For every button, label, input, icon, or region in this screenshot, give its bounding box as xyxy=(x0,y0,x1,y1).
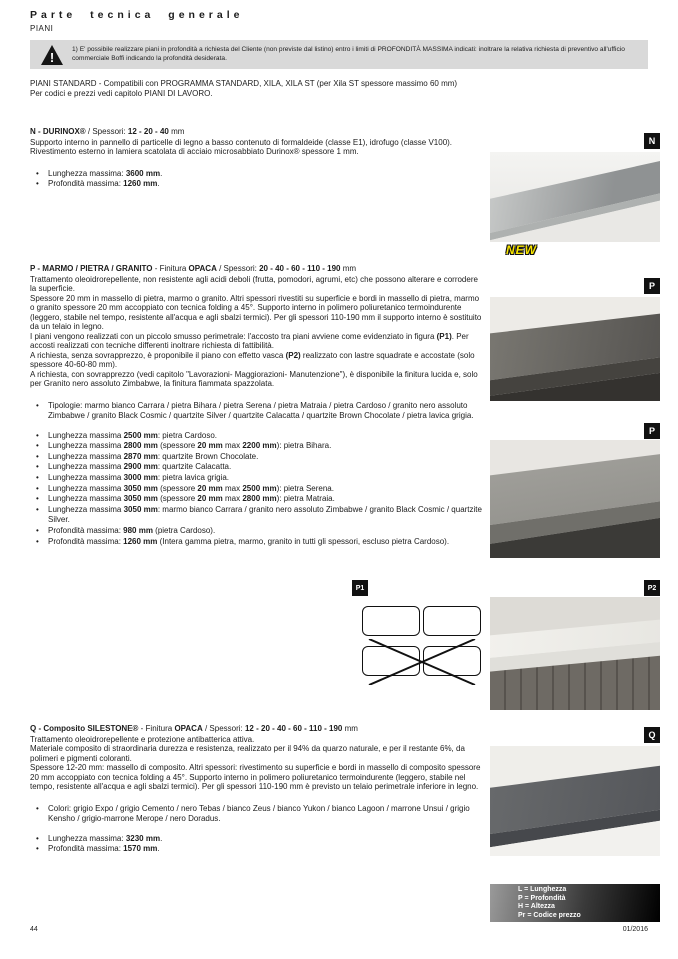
bullet-icon: • xyxy=(36,536,39,546)
tag-label-p2: P2 xyxy=(644,580,660,596)
section-paragraphs xyxy=(30,275,482,389)
bullet-icon: • xyxy=(36,803,39,813)
text-segment: Trattamento oleoidrorepellente e protezione antibatterica attiva. xyxy=(30,734,255,744)
text-segment: mm xyxy=(340,264,357,273)
bullet-group xyxy=(30,431,482,548)
bullet-item xyxy=(30,505,482,526)
bullet-item xyxy=(30,484,482,495)
text-segment: Materiale composito di straordinaria durezza e resistenza, realizzato per il 94% da quarzo naturale, e per il restante 6%, da polimeri e pigmenti coloranti. xyxy=(30,744,465,763)
legend-line: P = Profondità xyxy=(518,894,566,902)
photo-silestone-counter xyxy=(490,746,660,856)
bullet-text xyxy=(48,462,231,471)
text-segment: max xyxy=(222,483,243,493)
legend-lines xyxy=(518,886,660,920)
text-segment: 2800 mm xyxy=(242,494,277,504)
section-paragraphs xyxy=(30,735,482,792)
paragraph xyxy=(30,744,482,763)
legend-line: H = Altezza xyxy=(518,903,555,911)
text-segment: (P2) xyxy=(285,350,301,360)
bullet-group xyxy=(30,834,482,855)
text-segment: 2200 mm xyxy=(242,441,277,451)
text-segment: 2500 mm xyxy=(123,430,158,440)
counter-slab-shape xyxy=(362,606,420,636)
counter-slab-shape xyxy=(423,646,481,676)
text-segment: 3230 mm xyxy=(125,833,161,843)
text-segment: . xyxy=(157,179,160,189)
bullet-icon: • xyxy=(36,441,39,451)
text-segment: 20 mm xyxy=(197,441,223,451)
text-segment: : pietra lavica grigia. xyxy=(157,473,229,483)
section-heading xyxy=(30,724,482,734)
diagram-not-allowed-row xyxy=(362,646,488,676)
paragraph xyxy=(30,294,482,332)
text-segment: Lunghezza massima xyxy=(48,504,124,514)
text-segment: Tipologie: marmo bianco Carrara / pietra Bihara / pietra Serena / pietra Matraia / pietra Cardoso / granito nero assoluto Zimbabwe / granito Black Cosmic / quartzite Silver / quartzite Calacatta / quartzite Brown Chocolate / pietra lavica grigia. xyxy=(48,400,474,421)
bullet-item xyxy=(30,473,482,484)
photo-stone-counter-1 xyxy=(490,297,660,401)
bullet-item xyxy=(30,526,482,537)
bullet-text xyxy=(48,526,215,535)
text-segment: ): pietra Serena. xyxy=(276,483,334,493)
paragraph xyxy=(30,370,482,389)
intro-block xyxy=(30,79,500,98)
text-segment: max xyxy=(222,494,243,504)
bullet-icon: • xyxy=(36,526,39,536)
bullet-item xyxy=(30,441,482,452)
text-segment: 1570 mm xyxy=(123,844,158,854)
text-segment: Lunghezza massima xyxy=(48,430,124,440)
bullet-text xyxy=(48,505,482,525)
diagram-allowed-row xyxy=(362,606,488,636)
text-segment: A richiesta, con sovrapprezzo (vedi capitolo "Lavorazioni- Maggiorazioni- Manutenzione"), è disponibile la finitura lucida e, solo per Granito nero assoluto Zimbabwe, la finitura fiammata spazzolata. xyxy=(30,369,478,388)
warning-text: E' possibile realizzare piani in profondità a richiesta del Cliente (non previste dal listino) entro i limiti di PROFONDITÀ MASSIMA indicati: inoltrare la relativa richiesta di preventivo all'ufficio commerciale Boffi indicando la profondità desiderata. xyxy=(72,46,625,62)
bullet-text xyxy=(48,431,217,440)
text-segment: 12 - 20 - 40 xyxy=(127,127,169,136)
bullet-text xyxy=(48,804,470,824)
text-segment: 980 mm xyxy=(123,526,153,536)
section-heading xyxy=(30,264,482,274)
text-segment: 12 - 20 - 40 - 60 - 110 - 190 xyxy=(244,724,343,733)
text-segment: 3050 mm xyxy=(123,483,158,493)
photo-stone-counter-2 xyxy=(490,440,660,558)
text-segment: Lunghezza massima: xyxy=(48,833,126,843)
tag-label-n: N xyxy=(644,133,660,149)
text-segment: . xyxy=(157,844,160,854)
section-paragraphs xyxy=(30,138,482,157)
section-bullets xyxy=(30,401,482,548)
text-segment: Supporto interno in pannello di particelle di legno a basso contenuto di formaldeide (classe E1), idrofugo (classe V100). Rivestimento esterno in lamiera scatolata di acciaio microsabbiato Durinox® spessore 1 mm. xyxy=(30,137,453,156)
bullet-item xyxy=(30,401,482,422)
text-segment: 1260 mm xyxy=(123,179,158,189)
footer-date: 01/2016 xyxy=(622,926,648,933)
paragraph xyxy=(30,351,482,370)
page-title: Parte tecnica generale xyxy=(30,9,244,21)
tag-label-q: Q xyxy=(644,727,660,743)
bullet-icon: • xyxy=(36,168,39,178)
bullet-text xyxy=(48,537,449,546)
page-subtitle: PIANI xyxy=(30,24,54,33)
text-segment: . xyxy=(160,833,163,843)
bullet-item xyxy=(30,494,482,505)
text-segment: (P1) xyxy=(436,331,452,341)
text-segment: : marmo bianco Carrara / granito nero assoluto Zimbabwe / granito Black Cosmic / quartzite Silver. xyxy=(48,504,482,525)
legend-box xyxy=(490,884,660,922)
text-segment: Profondità massima: xyxy=(48,536,124,546)
bullet-icon: • xyxy=(36,504,39,514)
bullet-item xyxy=(30,452,482,463)
tag-label-p-2: P xyxy=(644,423,660,439)
text-segment: 1260 mm xyxy=(123,536,158,546)
photo-durinox-counter xyxy=(490,152,660,242)
text-segment: ): pietra Bihara. xyxy=(276,441,332,451)
diagram-p1-joining xyxy=(362,606,488,686)
text-segment: P - MARMO / PIETRA / GRANITO xyxy=(30,264,153,273)
text-segment: 20 - 40 - 60 - 110 - 190 xyxy=(259,264,341,273)
intro-line-1: PIANI STANDARD - Compatibili con PROGRAMMA STANDARD, XILA, XILA ST (per Xila ST spessore massimo 60 mm) xyxy=(30,79,458,88)
bullet-icon: • xyxy=(36,483,39,493)
tag-label-p1: P1 xyxy=(352,580,368,596)
bullet-group xyxy=(30,804,482,825)
section-heading xyxy=(30,127,482,137)
section-bullets xyxy=(30,804,482,855)
bullet-item xyxy=(30,804,482,825)
text-segment: / Spessori: xyxy=(85,127,128,136)
text-segment: Lunghezza massima xyxy=(48,441,124,451)
new-badge: NEW xyxy=(506,243,537,257)
warning-triangle-icon xyxy=(40,44,64,69)
text-segment: - Finitura xyxy=(152,264,189,273)
text-segment: Colori: grigio Expo / grigio Cemento / nero Tebas / bianco Zeus / bianco Yukon / bianco Lagoon / marrone Unsui / grigio Kensho / grigio-marrone Merope / nero Doradus. xyxy=(48,803,470,824)
counter-slab-shape xyxy=(423,606,481,636)
text-segment: realizzato con lastre squadrate e accostate (solo spessore 40-60-80 mm). xyxy=(30,350,475,369)
page-header xyxy=(30,9,243,33)
text-segment: (spessore xyxy=(157,441,198,451)
section-bullets xyxy=(30,169,482,190)
text-segment: Trattamento oleoidrorepellente, non resistente agli acidi deboli (frutta, pomodori, agrumi, etc) che possono alterare e corrodere la superficie. xyxy=(30,274,478,293)
text-segment: / Spessori: xyxy=(202,724,245,733)
bullet-item xyxy=(30,462,482,473)
text-segment: Q - Composito SILESTONE® xyxy=(30,724,139,733)
text-segment: (spessore xyxy=(157,483,198,493)
text-segment: 3000 mm xyxy=(123,473,158,483)
bullet-icon: • xyxy=(36,494,39,504)
bullet-icon: • xyxy=(36,430,39,440)
tag-label-p-1: P xyxy=(644,278,660,294)
text-segment: Lunghezza massima xyxy=(48,462,124,472)
text-segment: max xyxy=(222,441,243,451)
bullet-item xyxy=(30,431,482,442)
text-segment: (spessore xyxy=(157,494,198,504)
bullet-text xyxy=(48,452,258,461)
paragraph xyxy=(30,735,482,745)
text-segment: . Per accosti realizzati con tecniche differenti inoltrare richiesta di fattibilità. xyxy=(30,331,469,350)
text-segment: Lunghezza massima xyxy=(48,483,124,493)
text-segment: Spessore 12-20 mm: massello di composito. Altri spessori: rivestimento su superficie e bordi in massello di composito spessore 20 mm accoppiato con tecnica folding a 45°. Supporto interno in polimero poliuretanico termoindurente (leggero, stabile nel tempo, resistente all'acqua e agli sbalzi termici). Per gli spessori 110-190 mm è previsto un telaio perimetrale inferiore in legno. xyxy=(30,763,481,791)
bullet-item xyxy=(30,179,482,190)
text-segment: Lunghezza massima xyxy=(48,473,124,483)
bullet-text xyxy=(48,484,334,493)
text-segment: mm xyxy=(168,127,185,136)
text-segment: 2870 mm xyxy=(123,451,158,461)
bullet-icon: • xyxy=(36,473,39,483)
text-segment: (pietra Cardoso). xyxy=(152,526,216,536)
bullet-text xyxy=(48,169,162,178)
text-segment: : quartzite Brown Chocolate. xyxy=(157,451,259,461)
bullet-icon: • xyxy=(36,462,39,472)
legend-line: Pr = Codice prezzo xyxy=(518,911,581,919)
text-segment: Lunghezza massima: xyxy=(48,168,126,178)
bullet-item xyxy=(30,537,482,548)
bullet-group xyxy=(30,169,482,190)
bullet-group xyxy=(30,401,482,422)
warning-box xyxy=(30,40,648,69)
warning-number: 1) xyxy=(72,46,78,53)
text-segment: N - DURINOX® xyxy=(30,127,86,136)
text-segment: Spessore 20 mm in massello di pietra, marmo o granito. Altri spessori rivestiti su superficie e bordi in massello di pietra, marmo o granito spessore 20 mm accoppiato con tecnica folding a 45°. Supporto interno in polimero poliuretanico termoindurente (leggero, stabile nel tempo, resistente all'acqua e agli sbalzi termici). Per gli spessori 110-190 mm il supporto interno è sostituito da un telaio in legno. xyxy=(30,293,482,331)
section-marmo-pietra-granito xyxy=(30,264,482,556)
bullet-item xyxy=(30,834,482,845)
bullet-icon: • xyxy=(36,179,39,189)
section-silestone xyxy=(30,724,482,864)
photo-marble-counter-p2 xyxy=(490,597,660,710)
text-segment: mm xyxy=(342,724,358,733)
bullet-icon: • xyxy=(36,844,39,854)
bullet-text xyxy=(48,401,474,421)
text-segment: A richiesta, senza sovrapprezzo, è proponibile il piano con effetto vasca xyxy=(30,350,286,360)
text-segment: 3050 mm xyxy=(123,504,158,514)
paragraph xyxy=(30,332,482,351)
text-segment: Lunghezza massima xyxy=(48,451,124,461)
paragraph xyxy=(30,763,482,792)
footer-page-number: 44 xyxy=(30,926,38,933)
bullet-icon: • xyxy=(36,833,39,843)
bullet-text xyxy=(48,494,335,503)
text-segment: 2800 mm xyxy=(123,441,158,451)
text-segment: : pietra Cardoso. xyxy=(157,430,217,440)
svg-text:!: ! xyxy=(49,50,55,65)
bullet-icon: • xyxy=(36,400,39,410)
bullet-item xyxy=(30,844,482,855)
text-segment: . xyxy=(160,168,163,178)
section-durinox xyxy=(30,127,482,199)
text-segment: Profondità massima: xyxy=(48,179,124,189)
text-segment: 2900 mm xyxy=(123,462,158,472)
text-segment: I piani vengono realizzati con un piccolo smusso perimetrale: l'accosto tra piani avviene come evidenziato in figura xyxy=(30,331,437,341)
bullet-item xyxy=(30,169,482,180)
text-segment: OPACA xyxy=(188,264,217,273)
text-segment: (Intera gamma pietra, marmo, granito in tutti gli spessori, escluso pietra Cardoso). xyxy=(157,536,450,546)
bullet-text xyxy=(48,844,160,853)
text-segment: Profondità massima: xyxy=(48,526,124,536)
text-segment: 3050 mm xyxy=(123,494,158,504)
text-segment: 3600 mm xyxy=(125,168,161,178)
bullet-icon: • xyxy=(36,451,39,461)
text-segment: 2500 mm xyxy=(242,483,277,493)
bullet-text xyxy=(48,441,331,450)
counter-slab-shape xyxy=(362,646,420,676)
bullet-text xyxy=(48,179,160,188)
text-segment: / Spessori: xyxy=(216,264,260,273)
text-segment: Profondità massima: xyxy=(48,844,124,854)
text-segment: ): pietra Matraia. xyxy=(276,494,335,504)
text-segment: 20 mm xyxy=(197,483,223,493)
legend-line: L = Lunghezza xyxy=(518,886,567,893)
text-segment: OPACA xyxy=(174,724,203,733)
bullet-text xyxy=(48,473,229,482)
text-segment: 20 mm xyxy=(197,494,223,504)
text-segment: - Finitura xyxy=(138,724,175,733)
text-segment: Lunghezza massima xyxy=(48,494,124,504)
paragraph xyxy=(30,138,482,157)
text-segment: : quartzite Calacatta. xyxy=(157,462,232,472)
paragraph xyxy=(30,275,482,294)
bullet-text xyxy=(48,834,162,843)
intro-line-2: Per codici e prezzi vedi capitolo PIANI DI LAVORO. xyxy=(30,88,213,98)
